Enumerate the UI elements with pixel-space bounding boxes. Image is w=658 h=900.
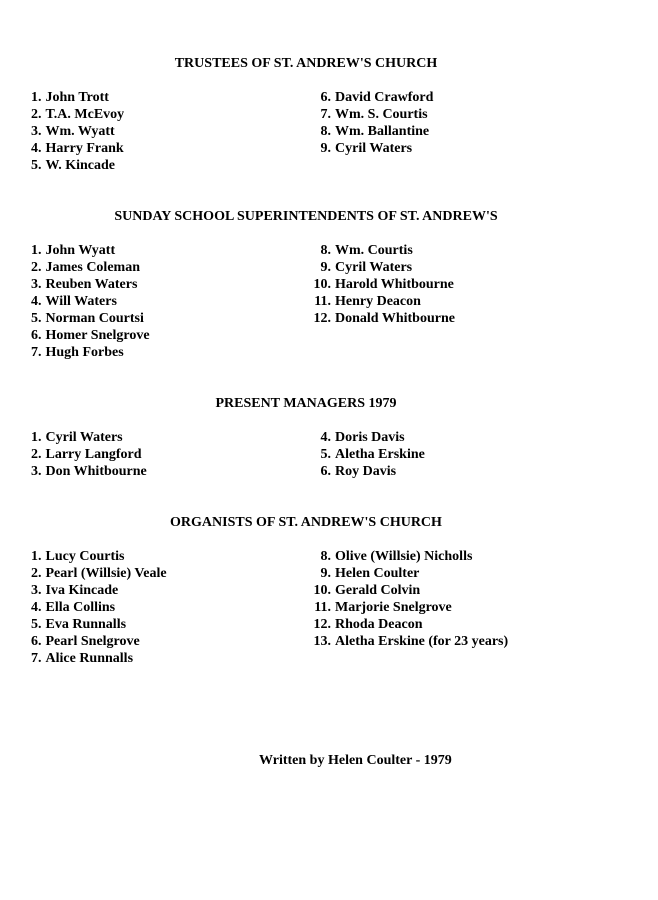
item-number: 9. [320,260,331,275]
section-title-superintendents: SUNDAY SCHOOL SUPERINTENDENTS OF ST. ANDREW'S [114,209,498,224]
list-item [31,446,147,463]
item-number: 4. [31,600,42,615]
person-name: T.A. McEvoy [45,107,125,122]
item-number: 5. [31,311,42,326]
person-name: Helen Coulter [335,566,420,581]
list-item [31,650,167,667]
item-number: 7. [31,651,42,666]
list-item [31,106,124,123]
person-name: Aletha Erskine [335,447,425,462]
list-item [31,276,150,293]
list-item [31,565,167,582]
list-item [31,140,124,157]
list-item [307,293,455,310]
list-item [31,123,124,140]
organists-list-right [307,548,508,650]
item-number: 4. [320,430,331,445]
list-item [307,140,433,157]
person-name: Henry Deacon [335,294,421,309]
item-number: 4. [31,141,42,156]
list-item [31,293,150,310]
item-number: 3. [31,583,42,598]
person-name: Wm. Wyatt [45,124,115,139]
item-number: 5. [31,617,42,632]
item-number: 5. [31,158,42,173]
item-number: 13. [313,634,331,649]
item-number: 7. [320,107,331,122]
list-item [307,565,508,582]
person-name: James Coleman [45,260,140,275]
managers-list-right [307,429,425,480]
person-name: Cyril Waters [335,141,413,156]
person-name: W. Kincade [45,158,115,173]
item-number: 2. [31,107,42,122]
item-number: 2. [31,447,42,462]
list-item [307,89,433,106]
person-name: Alice Runnalls [45,651,134,666]
item-number: 6. [31,634,42,649]
list-item [31,157,124,174]
person-name: Cyril Waters [45,430,123,445]
list-item [31,582,167,599]
item-number: 8. [320,124,331,139]
item-number: 4. [31,294,42,309]
item-number: 8. [320,243,331,258]
person-name: Wm. Ballantine [335,124,430,139]
list-item [31,599,167,616]
item-number: 1. [31,430,42,445]
section-title-trustees: TRUSTEES OF ST. ANDREW'S CHURCH [174,56,438,71]
person-name: Marjorie Snelgrove [335,600,452,615]
person-name: Lucy Courtis [45,549,125,564]
item-number: 2. [31,566,42,581]
person-name: Harry Frank [45,141,124,156]
item-number: 10. [313,277,331,292]
person-name: John Trott [45,90,109,105]
superintendents-list-right [307,242,455,327]
person-name: David Crawford [335,90,434,105]
person-name: Wm. Courtis [335,243,413,258]
person-name: Eva Runnalls [45,617,127,632]
list-item [307,123,433,140]
person-name: Cyril Waters [335,260,413,275]
managers-list-left [31,429,147,480]
person-name: Gerald Colvin [335,583,421,598]
person-name: Pearl (Willsie) Veale [45,566,167,581]
item-number: 9. [320,141,331,156]
list-item [31,259,150,276]
item-number: 12. [313,617,331,632]
list-item [307,310,455,327]
list-item [307,548,508,565]
item-number: 3. [31,464,42,479]
item-number: 8. [320,549,331,564]
person-name: Rhoda Deacon [335,617,423,632]
list-item [307,463,425,480]
person-name: Doris Davis [335,430,405,445]
person-name: Norman Courtsi [45,311,144,326]
section-title-organists: ORGANISTS OF ST. ANDREW'S CHURCH [170,515,442,530]
item-number: 7. [31,345,42,360]
list-item [307,106,433,123]
list-item [307,582,508,599]
list-item [307,633,508,650]
person-name: Reuben Waters [45,277,138,292]
list-item [31,429,147,446]
list-item [31,633,167,650]
organists-list-left [31,548,167,667]
list-item [307,616,508,633]
list-item [31,242,150,259]
person-name: Donald Whitbourne [335,311,455,326]
trustees-list-left [31,89,124,174]
author-signature: Written by Helen Coulter - 1979 [259,753,452,768]
item-number: 6. [31,328,42,343]
person-name: Roy Davis [335,464,397,479]
item-number: 10. [313,583,331,598]
item-number: 3. [31,277,42,292]
list-item [307,446,425,463]
person-name: Wm. S. Courtis [335,107,428,122]
item-number: 1. [31,243,42,258]
trustees-list-right [307,89,433,157]
person-name: John Wyatt [45,243,116,258]
superintendents-list-left [31,242,150,361]
item-number: 6. [320,90,331,105]
item-number: 5. [320,447,331,462]
list-item [307,276,455,293]
list-item [31,548,167,565]
list-item [307,242,455,259]
list-item [31,463,147,480]
person-name: Iva Kincade [45,583,119,598]
person-name: Don Whitbourne [45,464,147,479]
list-item [31,344,150,361]
person-name: Harold Whitbourne [335,277,454,292]
person-name: Homer Snelgrove [45,328,150,343]
list-item [31,327,150,344]
item-number: 1. [31,90,42,105]
item-number: 11. [314,600,331,615]
item-number: 11. [314,294,331,309]
item-number: 9. [320,566,331,581]
person-name: Hugh Forbes [45,345,124,360]
item-number: 12. [313,311,331,326]
list-item [31,310,150,327]
item-number: 2. [31,260,42,275]
list-item [307,429,425,446]
item-number: 6. [320,464,331,479]
person-name: Pearl Snelgrove [45,634,140,649]
person-name: Will Waters [45,294,117,309]
list-item [307,599,508,616]
section-title-managers: PRESENT MANAGERS 1979 [215,396,397,411]
person-name: Aletha Erskine (for 23 years) [335,634,509,649]
item-number: 1. [31,549,42,564]
person-name: Ella Collins [45,600,116,615]
list-item [31,616,167,633]
item-number: 3. [31,124,42,139]
person-name: Olive (Willsie) Nicholls [335,549,473,564]
person-name: Larry Langford [45,447,142,462]
list-item [307,259,455,276]
list-item [31,89,124,106]
